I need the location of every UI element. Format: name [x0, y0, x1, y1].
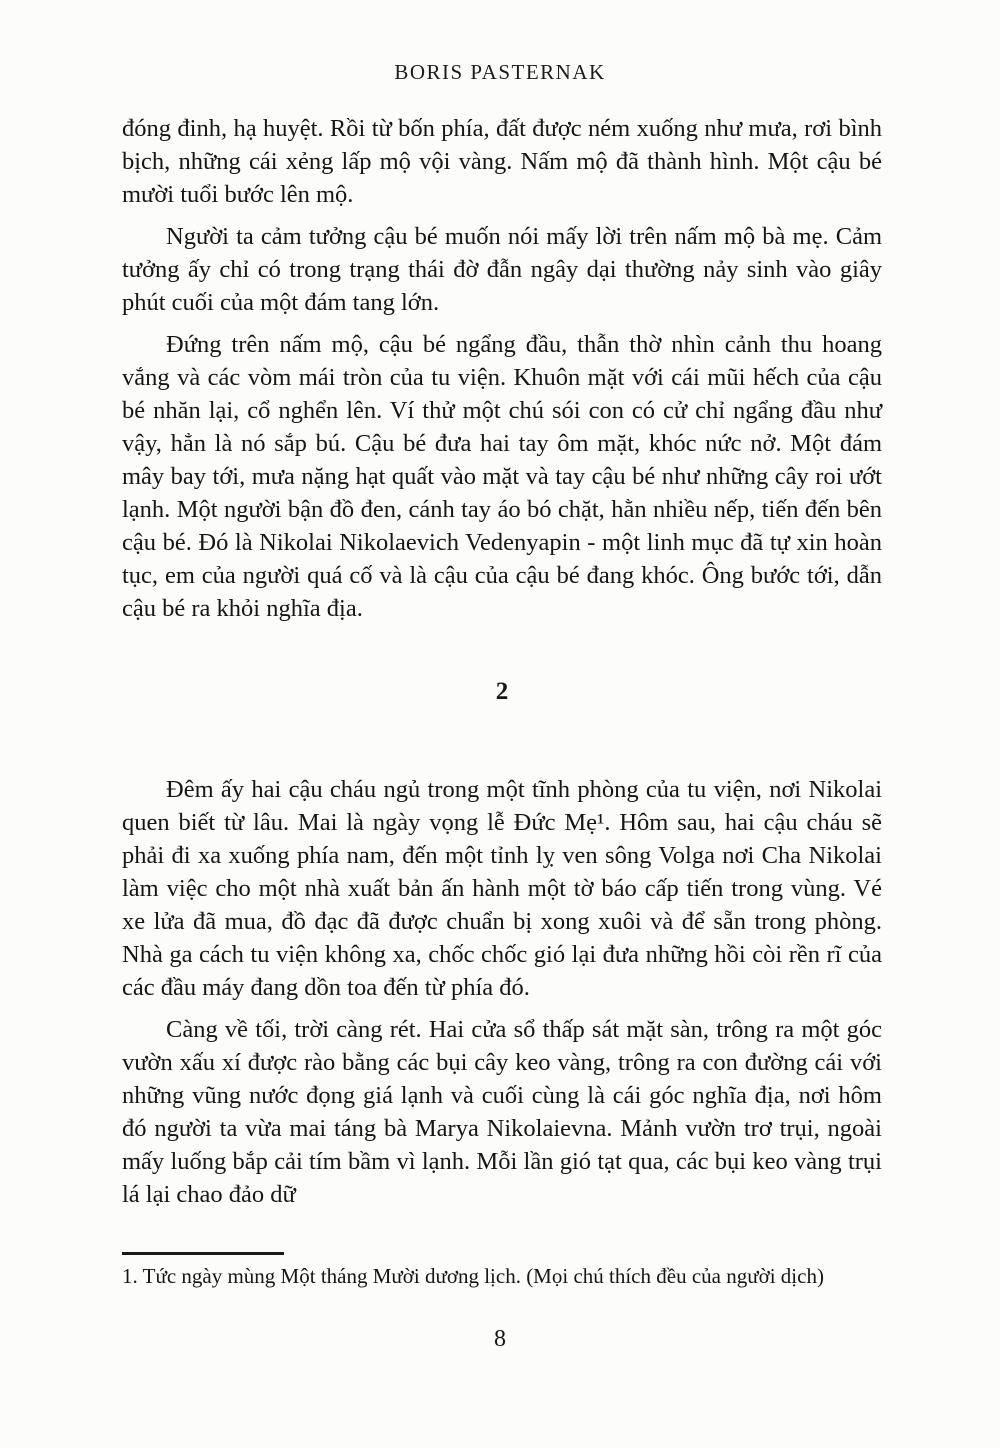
running-header: BORIS PASTERNAK	[394, 60, 606, 84]
paragraph: Người ta cảm tưởng cậu bé muốn nói mấy lời trên nấm mộ bà mẹ. Cảm tưởng ấy chỉ có trong trạng thái đờ đẫn ngây dại thường nảy sinh vào giây phút cuối của một đám tang lớn.	[122, 223, 882, 316]
paragraph: Đêm ấy hai cậu cháu ngủ trong một tĩnh phòng của tu viện, nơi Nikolai quen biết từ lâu. Mai là ngày vọng lễ Đức Mẹ¹. Hôm sau, hai cậu cháu sẽ phải đi xa xuống phía nam, đến một tỉnh lỵ ven sông Volga nơi Cha Nikolai làm việc cho một nhà xuất bản ấn hành một tờ báo cấp tiến trong vùng. Vé xe lửa đã mua, đồ đạc đã được chuẩn bị xong xuôi và để sẵn trong phòng. Nhà ga cách tu viện không xa, chốc chốc gió lại đưa những hồi còi rền rĩ của các đầu máy đang dồn toa đến từ phía đó.	[122, 776, 882, 1001]
paragraph: Đứng trên nấm mộ, cậu bé ngẩng đầu, thẫn thờ nhìn cảnh thu hoang vắng và các vòm mái tròn của tu viện. Khuôn mặt với cái mũi hếch của cậu bé nhăn lại, cổ nghển lên. Ví thử một chú sói con có cử chỉ ngẩng đầu như vậy, hẳn là nó sắp bú. Cậu bé đưa hai tay ôm mặt, khóc nức nở. Một đám mây bay tới, mưa nặng hạt quất vào mặt và tay cậu bé như những cây roi ướt lạnh. Một người bận đồ đen, cánh tay áo bó chặt, hằn nhiều nếp, tiến đến bên cậu bé. Đó là Nikolai Nikolaevich Vedenyapin - một linh mục đã tự xin hoàn tục, em của người quá cố và là cậu của cậu bé đang khóc. Ông bước tới, dẫn cậu bé ra khỏi nghĩa địa.	[122, 331, 882, 622]
footnote: 1. Tức ngày mùng Một tháng Mười dương lịch. (Mọi chú thích đều của người dịch)	[122, 1264, 824, 1288]
paragraph: đóng đinh, hạ huyệt. Rồi từ bốn phía, đất được ném xuống như mưa, rơi bình bịch, những cái xẻng lấp mộ vội vàng. Nấm mộ đã thành hình. Một cậu bé mười tuổi bước lên mộ.	[122, 115, 882, 208]
paragraph: Càng về tối, trời càng rét. Hai cửa sổ thấp sát mặt sàn, trông ra một góc vườn xấu xí được rào bằng các bụi cây keo vàng, trông ra con đường cái với những vũng nước đọng giá lạnh và cuối cùng là cái góc nghĩa địa, nơi hôm đó người ta vừa mai táng bà Marya Nikolaievna. Mảnh vườn trơ trụi, ngoài mấy luống bắp cải tím bầm vì lạnh. Mỗi lần gió tạt qua, các bụi keo vàng trụi lá lại chao đảo dữ	[122, 1016, 882, 1208]
section-number: 2	[495, 678, 509, 705]
footnote-divider	[122, 1252, 284, 1255]
page-number: 8	[494, 1326, 506, 1352]
text-block	[122, 112, 882, 1211]
footnote-block	[122, 1252, 884, 1290]
